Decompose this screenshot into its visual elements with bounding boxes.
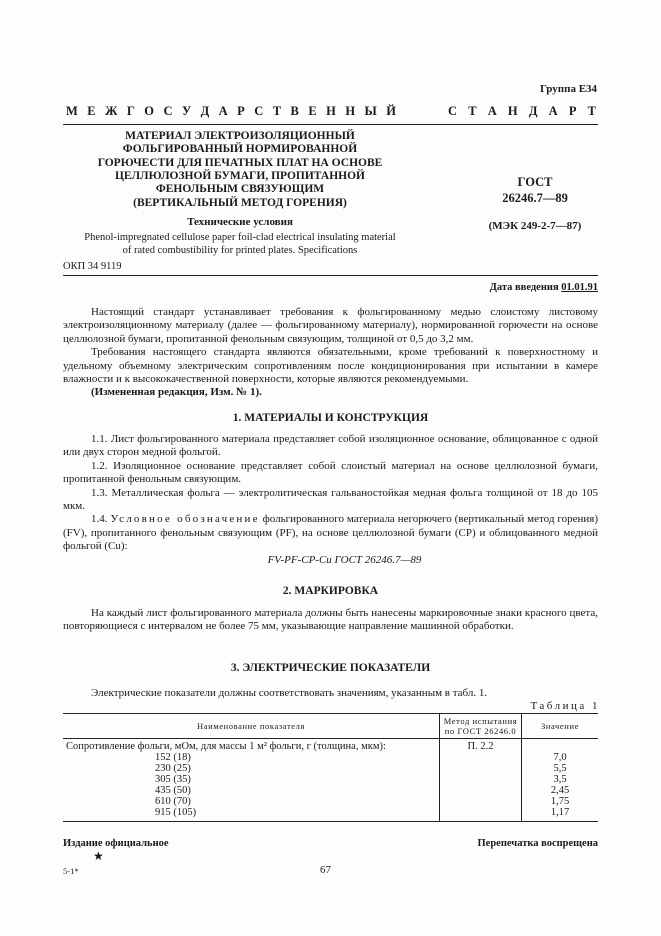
iec-number: (МЭК 249-2-7—87) <box>488 220 582 232</box>
table-header-row <box>63 714 598 739</box>
clause: 1.1. Лист фольгированного материала представляет собой изоляционное основание, облицованное с одной или двух сторон медной фольгой. <box>63 433 598 459</box>
table-row <box>63 753 598 764</box>
title-line: МАТЕРИАЛ ЭЛЕКТРОИЗОЛЯЦИОННЫЙ <box>125 130 355 142</box>
okp-rule <box>63 275 598 276</box>
title-block <box>60 130 420 258</box>
paragraph: Настоящий стандарт устанавливает требования к фольгированному медью слоистому листовому электроизоляционному материалу (далее — фольгированному материалу), нормированной горючести на основе целлюлозной бумаги, пропитанной фенольным связующим, толщиной от 0,5 до 3,2 мм. <box>63 306 598 345</box>
table-cell: 2,45 <box>550 785 570 796</box>
star-icon: ★ <box>93 849 104 863</box>
title-line: ГОРЮЧЕСТИ ДЛЯ ПЕЧАТНЫХ ПЛАТ НА ОСНОВЕ <box>97 156 383 169</box>
table-cell <box>440 775 522 786</box>
clause-text: фольгированного материала негорючего (вертикальный метод горения) (FV), пропитанного фенольным связующим (PF), на основе целлюлозной бумаги (CP) и облицованного медной фольгой (Cu): <box>63 513 599 553</box>
header-letter: Р <box>568 104 577 118</box>
table-cell: 7,0 <box>553 752 567 764</box>
sheet-code: 5-1* <box>63 866 79 876</box>
clause: 1.3. Металлическая фольга — электролитическая гальваностойкая медная фольга толщиной от 18 до 105 мкм. <box>63 486 598 513</box>
table-row <box>63 775 598 786</box>
table-cell: Сопротивление фольги, мОм, для массы 1 м² фольги, г (толщина, мкм): <box>66 741 386 753</box>
designation-formula: FV-PF-CP-Cu ГОСТ 26246.7—89 <box>267 553 422 566</box>
header-letter: Д <box>528 104 538 118</box>
gost-label: ГОСТ <box>517 175 553 189</box>
table-cell: 305 (35) <box>155 774 191 786</box>
title-english-line: Phenol-impregnated cellulose paper foil-clad electrical insulating material <box>84 232 396 244</box>
column-header-value: Значение <box>522 714 599 739</box>
table-cell: П. 2.2 <box>440 739 522 753</box>
header-right-word <box>448 104 596 119</box>
table-row <box>63 797 598 808</box>
header-letter: А <box>548 104 558 118</box>
section-title: 3. ЭЛЕКТРИЧЕСКИЕ ПОКАЗАТЕЛИ <box>230 662 431 674</box>
paragraph: На каждый лист фольгированного материала должны быть нанесены маркировочные знаки красного цвета, повторяющиеся с интервалом не более 75 мм, указывающие направление машинной обработки. <box>63 607 598 633</box>
table-cell: 5,5 <box>553 763 567 775</box>
header-letter: Т <box>272 104 282 118</box>
data-table <box>63 713 598 822</box>
header-letter: О <box>144 104 155 118</box>
table-cell <box>440 808 522 821</box>
intro-date-label: Дата введения <box>489 282 562 293</box>
standard-header <box>66 104 596 119</box>
section-body <box>63 607 598 634</box>
title-line: ЦЕЛЛЮЛОЗНОЙ БУМАГИ, ПРОПИТАННОЙ <box>114 169 365 182</box>
table-cell: 3,5 <box>553 774 567 786</box>
header-letter: У <box>181 104 192 118</box>
table-cell <box>440 764 522 775</box>
intro-text <box>63 306 598 400</box>
gost-code: 26246.7—89 <box>502 191 568 206</box>
clause <box>63 513 598 553</box>
table-cell: 915 (105) <box>63 808 440 821</box>
table-caption: Таблица 1 <box>530 700 600 712</box>
header-letter: Ж <box>105 104 118 118</box>
header-letter: Н <box>345 104 356 118</box>
title-english-line: of rated combustibility for printed plates. Specifications <box>122 244 358 256</box>
column-header-name: Наименование показателя <box>63 714 440 739</box>
header-letter: С <box>448 104 458 118</box>
clause: 1.2. Изоляционное основание представляет собой слоистый материал на основе целлюлозной бумаги, пропитанной фенольным связующим. <box>63 459 598 486</box>
clause-term: Условное обозначение <box>110 513 260 526</box>
header-letter: Н <box>326 104 336 118</box>
title-line: ФЕНОЛЬНЫМ СВЯЗУЮЩИМ <box>155 183 325 196</box>
intro-date <box>380 282 598 295</box>
table-cell <box>522 739 599 753</box>
group-label: Группа Е34 <box>540 83 598 95</box>
official-edition-label: Издание официальное <box>63 838 169 849</box>
table-cell <box>440 786 522 797</box>
section-title: 2. МАРКИРОВКА <box>282 585 379 597</box>
header-rule <box>63 124 598 125</box>
column-header-method: Метод испытания по ГОСТ 26246.0 <box>440 714 522 739</box>
table-cell: 152 (18) <box>155 752 191 764</box>
amendment-note: (Измененная редакция, Изм. № 1). <box>91 386 262 399</box>
table-cell: 1,17 <box>522 808 599 821</box>
paragraph: Требования настоящего стандарта являются обязательными, кроме требований к поверхностному и удельному объемному электрическим сопротивлениям после кондиционирования при испытании в камере влажности и к высококачественной поверхности, которые являются рекомендуемыми. <box>63 346 598 386</box>
page-number: 67 <box>320 864 331 876</box>
header-letter: Й <box>386 104 396 118</box>
header-letter: Д <box>200 104 210 118</box>
paragraph: Электрические показатели должны соответствовать значениям, указанным в табл. 1. <box>91 687 488 699</box>
title-line: ФОЛЬГИРОВАННЫЙ НОРМИРОВАННОЙ <box>122 143 358 156</box>
reprint-prohibited-label: Перепечатка воспрещена <box>477 838 598 849</box>
table-row <box>63 764 598 775</box>
table-cell <box>440 753 522 764</box>
table-cell <box>440 797 522 808</box>
table-row <box>63 808 598 821</box>
header-letter: А <box>218 104 228 118</box>
header-letter: Е <box>87 104 96 118</box>
table-cell: 610 (70) <box>155 795 191 807</box>
table-cell: 230 (25) <box>155 763 191 775</box>
header-letter: Е <box>308 104 317 118</box>
intro-date-value: 01.01.91 <box>561 282 598 293</box>
title-english <box>60 232 420 257</box>
header-letter: В <box>290 104 299 118</box>
title-specification: Технические условия <box>187 215 293 228</box>
header-letter: Р <box>237 104 245 118</box>
header-letter: С <box>254 104 264 118</box>
header-letter: А <box>487 104 497 118</box>
section-title: 1. МАТЕРИАЛЫ И КОНСТРУКЦИЯ <box>232 412 429 424</box>
header-letter: Г <box>126 104 135 118</box>
gost-number <box>445 174 625 207</box>
header-letter: С <box>163 104 173 118</box>
clause-number: 1.4. <box>91 513 111 526</box>
header-letter: Т <box>468 104 477 118</box>
okp-code: ОКП 34 9119 <box>63 261 122 272</box>
header-letter: Ы <box>364 104 377 118</box>
table-cell: 435 (50) <box>155 785 191 796</box>
table-row <box>63 786 598 797</box>
table-cell: 1,75 <box>550 795 570 807</box>
document-title <box>60 130 420 210</box>
section-body <box>63 433 598 567</box>
title-line: (ВЕРТИКАЛЬНЫЙ МЕТОД ГОРЕНИЯ) <box>133 196 347 209</box>
header-left-word <box>66 104 396 119</box>
header-letter: М <box>66 104 78 118</box>
header-letter: Н <box>507 104 518 118</box>
header-letter: Т <box>587 104 596 118</box>
table-row <box>63 739 598 753</box>
